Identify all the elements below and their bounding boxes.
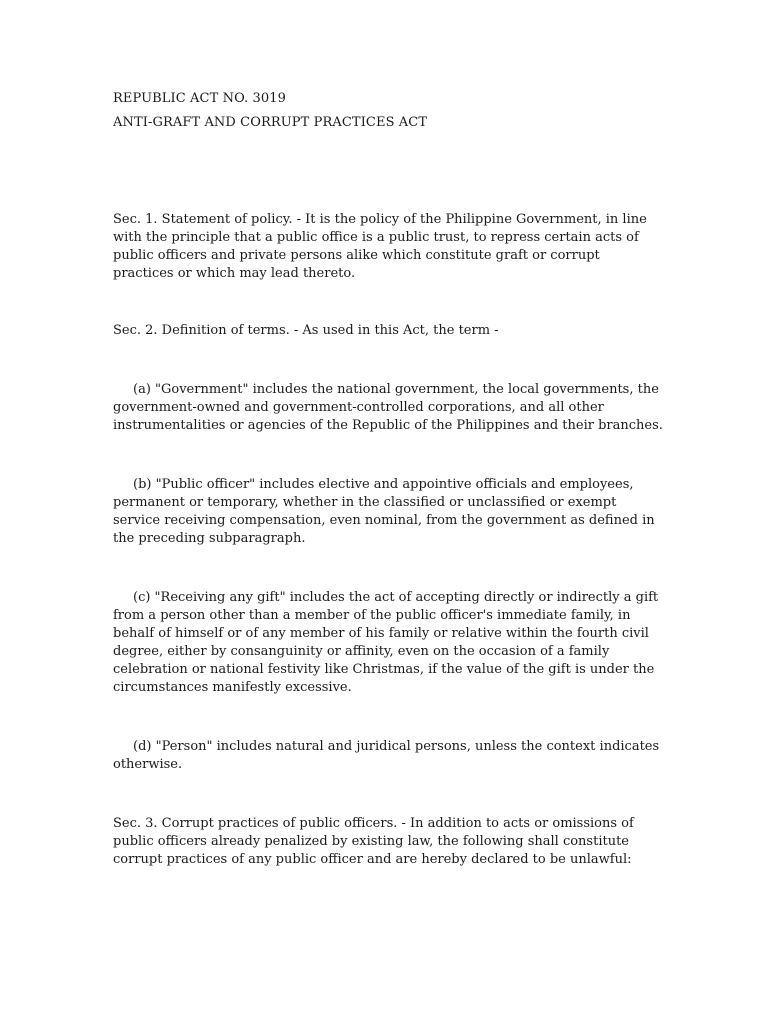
subparagraph-d: (d) "Person" includes natural and juridical persons, unless the context indicates otherwise. bbox=[113, 739, 660, 772]
section-2-paragraph: Sec. 2. Definition of terms. - As used in this Act, the term - bbox=[113, 323, 499, 338]
section-1-paragraph: Sec. 1. Statement of policy. - It is the policy of the Philippine Government, in line with the principle that a public office is a public trust, to repress certain acts of public officers and private persons alike which constitute graft or corrupt practices or which may lead thereto. bbox=[113, 212, 647, 281]
section-3-paragraph: Sec. 3. Corrupt practices of public officers. - In addition to acts or omissions of public officers already penalized by existing law, the following shall constitute corrupt practices of any public officer and are hereby declared to be unlawful: bbox=[113, 816, 634, 867]
document-body bbox=[113, 90, 663, 869]
act-number: REPUBLIC ACT NO. 3019 bbox=[113, 91, 287, 106]
subparagraph-b: (b) "Public officer" includes elective and appointive officials and employees, permanent or temporary, whether in the classified or unclassified or exempt service receiving compensation, even nominal, from the government as defined in the preceding subparagraph. bbox=[113, 477, 655, 546]
subparagraph-c: (c) "Receiving any gift" includes the act of accepting directly or indirectly a gift from a person other than a member of the public officer's immediate family, in behalf of himself or of any member of his family or relative within the fourth civil degree, either by consanguinity or affinity, even on the occasion of a family celebration or national festivity like Christmas, if the value of the gift is under the circumstances manifestly excessive. bbox=[113, 590, 659, 695]
act-title: ANTI-GRAFT AND CORRUPT PRACTICES ACT bbox=[113, 115, 428, 130]
subparagraph-a: (a) "Government" includes the national government, the local governments, the government-owned and government-controlled corporations, and all other instrumentalities or agencies of the Republic of the Philippines and their branches. bbox=[113, 382, 663, 433]
